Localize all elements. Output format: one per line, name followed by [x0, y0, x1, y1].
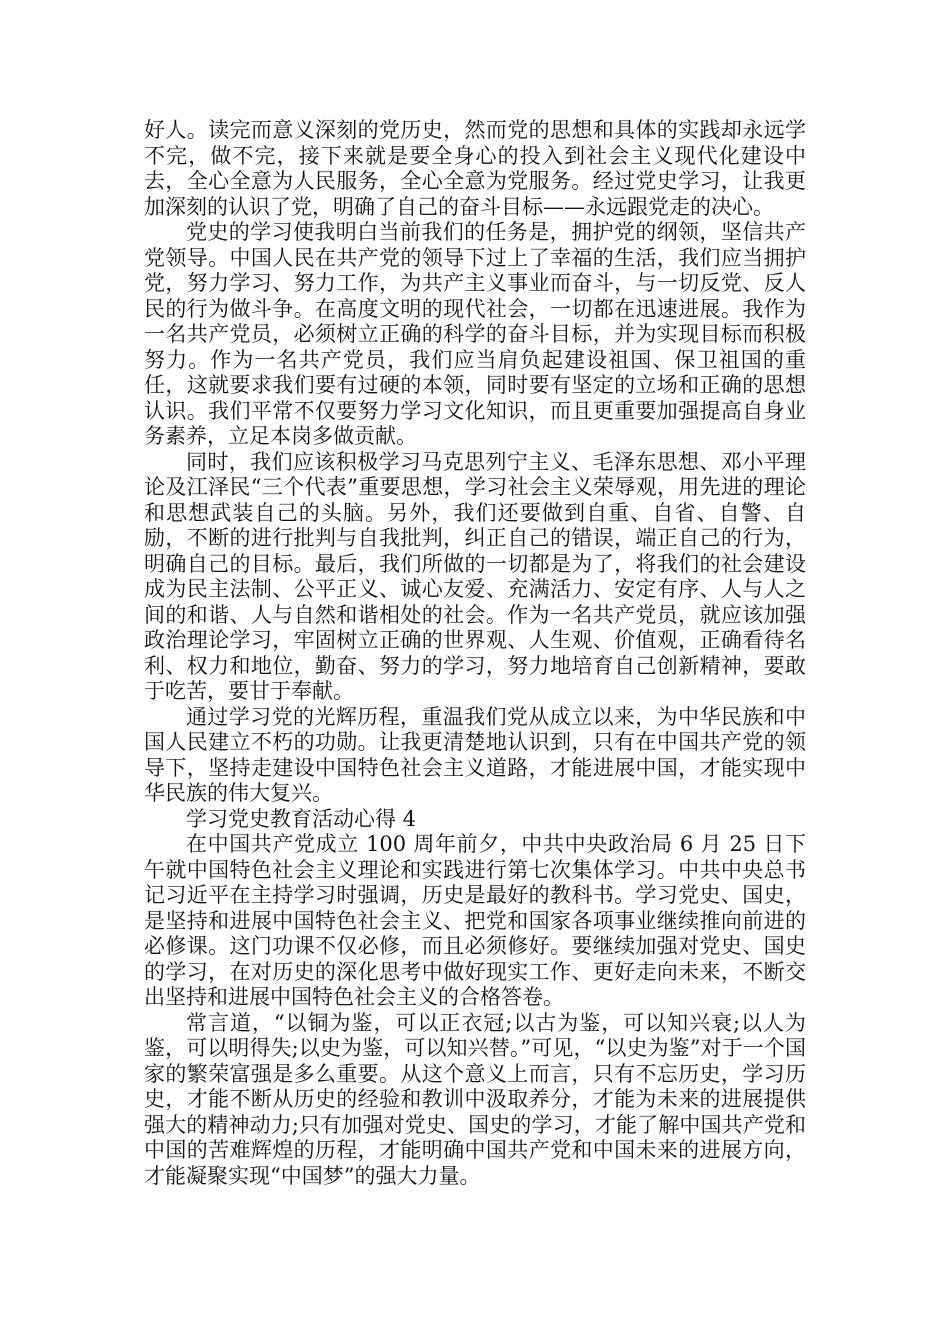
section-heading: 学习党史教育活动心得 4	[186, 806, 417, 831]
paragraph-history-as-mirror: 常言道，“以铜为鉴，可以正衣冠;以古为鉴，可以知兴衰;以人为鉴，可以明得失;以史为鉴，可以知兴替。”可见，“以史为鉴”对于一个国家的繁荣富强是多么重要。从这个意义上而言，只有不忘历史，学习历史，才能不断从历史的经验和教训中汲取养分，才能为未来的进展提供强大的精神动力;只有加强对党史、国史的学习，才能了解中国共产党和中国的苦难辉煌的历程，才能明确中国共产党和中国未来的进展方向，才能凝聚实现“中国梦”的强大力量。	[144, 1010, 806, 1188]
paragraph-continuation: 好人。读完而意义深刻的党历史，然而党的思想和具体的实践却永远学不完，做不完，接下来就是要全身心的投入到社会主义现代化建设中去，全心全意为人民服务，全心全意为党服务。经过党史学习，让我更加深刻的认识了党，明确了自己的奋斗目标——永远跟党走的决心。	[144, 118, 806, 219]
paragraph-glorious-history: 通过学习党的光辉历程，重温我们党从成立以来，为中华民族和中国人民建立不朽的功勋。让我更清楚地认识到，只有在中国共产党的领导下，坚持走建设中国特色社会主义道路，才能进展中国，才能实现中华民族的伟大复兴。	[144, 704, 806, 805]
document-body	[144, 118, 806, 1189]
paragraph-theory-study: 同时，我们应该积极学习马克思列宁主义、毛泽东思想、邓小平理论及江泽民“三个代表”重要思想，学习社会主义荣辱观，用先进的理论和思想武装自己的头脑。另外，我们还要做到自重、自省、自警、自励，不断的进行批判与自我批判，纠正自己的错误，端正自己的行为，明确自己的目标。最后，我们所做的一切都是为了，将我们的社会建设成为民主法制、公平正义、诚心友爱、充满活力、安定有序、人与人之间的和谐、人与自然和谐相处的社会。作为一名共产党员，就应该加强政治理论学习，牢固树立正确的世界观、人生观、价值观，正确看待名利、权力和地位，勤奋、努力的学习，努力地培育自己创新精神，要敢于吃苦，要甘于奉献。	[144, 449, 806, 703]
paragraph-politburo-study: 在中国共产党成立 100 周年前夕，中共中央政治局 6 月 25 日下午就中国特色社会主义理论和实践进行第七次集体学习。中共中央总书记习近平在主持学习时强调，历史是最好的教科书。学习党史、国史，是坚持和进展中国特色社会主义、把党和国家各项事业继续推向前进的必修课。这门功课不仅必修，而且必须修好。要继续加强对党史、国史的学习，在对历史的深化思考中做好现实工作、更好走向未来，不断交出坚持和进展中国特色社会主义的合格答卷。	[144, 832, 806, 1009]
paragraph-party-history-tasks: 党史的学习使我明白当前我们的任务是，拥护党的纲领，坚信共产党领导。中国人民在共产党的领导下过上了幸福的生活，我们应当拥护党，努力学习、努力工作，为共产主义事业而奋斗，与一切反党、反人民的行为做斗争。在高度文明的现代社会，一切都在迅速进展。我作为一名共产党员，必须树立正确的科学的奋斗目标，并为实现目标而积极努力。作为一名共产党员，我们应当肩负起建设祖国、保卫祖国的重任，这就要求我们要有过硬的本领，同时要有坚定的立场和正确的思想认识。我们平常不仅要努力学习文化知识，而且更重要加强提高自身业务素养，立足本岗多做贡献。	[144, 220, 806, 448]
